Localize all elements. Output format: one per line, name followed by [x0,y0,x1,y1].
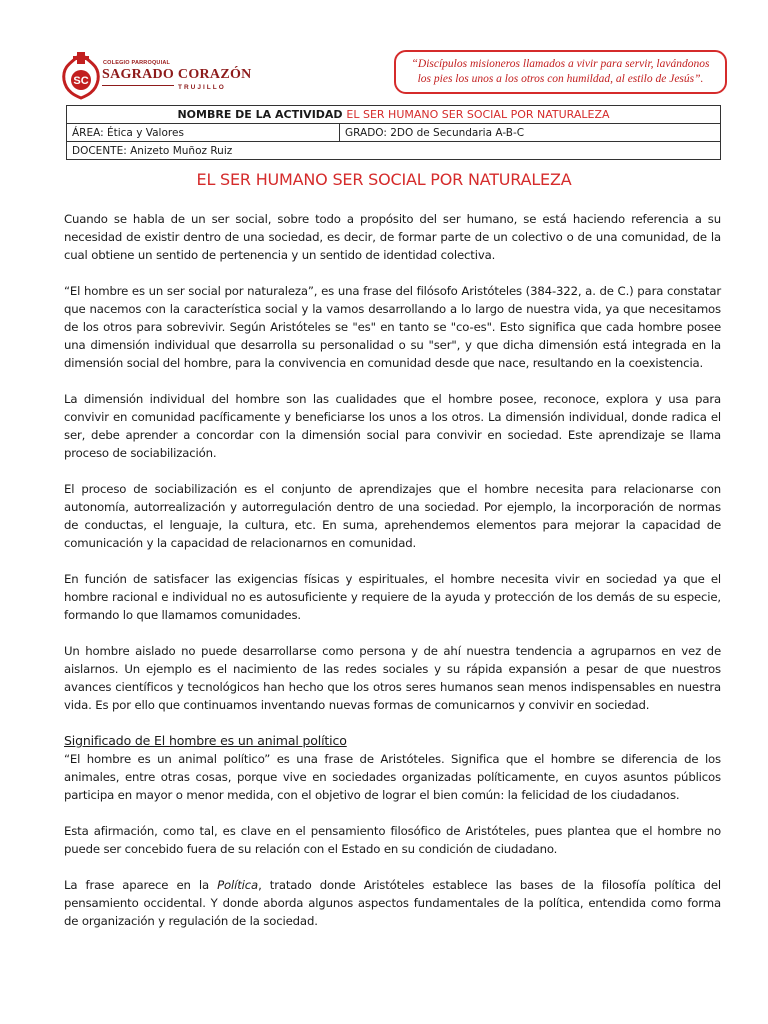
paragraph-6: Un hombre aislado no puede desarrollarse como persona y de ahí nuestra tendencia a agruparnos en vez de aislarnos. Un ejemplo es el nacimiento de las redes sociales y su rápida expansión a pesar de que nuestros avances científicos y tecnológicos han hecho que los otros seres humanos sean menos indispensables en nuestra vida. Es por ello que continuamos inventando nuevas formas de comunicarnos y convivir en sociedad. [64,644,721,712]
section-paragraph-2: Esta afirmación, como tal, es clave en el pensamiento filosófico de Aristóteles, pues plantea que el hombre no puede ser concebido fuera de su relación con el Estado en su condición de ciudadano. [64,824,721,856]
activity-row [67,106,721,124]
paragraph-5: En función de satisfacer las exigencias físicas y espirituales, el hombre necesita vivir en sociedad ya que el hombre racional e individual no es autosuficiente y requiere de la ayuda y protección de los demás de su especie, formando lo que llamamos comunidades. [64,572,721,622]
activity-cell [67,106,721,124]
p3-before: La frase aparece en la [64,878,218,892]
logo-divider [102,85,174,86]
teacher-cell: DOCENTE: Anizeto Muñoz Ruiz [67,142,721,160]
document-title: EL SER HUMANO SER SOCIAL POR NATURALEZA [196,170,572,189]
section-heading: Significado de El hombre es un animal político [64,733,347,748]
school-logo [60,50,252,102]
paragraph-3: La dimensión individual del hombre son las cualidades que el hombre posee, reconoce, explora y usa para convivir en comunidad pacíficamente y beneficiarse los unos a los otros. La dimensión individual, donde radica el ser, debe aprender a concordar con la dimensión social para convivir en sociedad. Este aprendizaje se llama proceso de sociabilización. [64,392,721,460]
activity-name: EL SER HUMANO SER SOCIAL POR NATURALEZA [346,108,610,121]
teacher-row [67,142,721,160]
motto-line-2: los pies los unos a los otros con humildad, al estilo de Jesús”. [417,73,704,85]
page-header [60,48,730,104]
school-motto [394,50,727,94]
section-paragraph-1: “El hombre es un animal político” es una frase de Aristóteles. Significa que el hombre se diferencia de los animales, entre otras cosas, porque vive en sociedades organizadas políticamente, en cuyos asuntos públicos participa en mayor o menor medida, con el objetivo de lograr el bien común: la felicidad de los ciudadanos. [64,752,721,802]
school-crest-icon [60,50,102,100]
p3-after: , tratado donde Aristóteles establece las bases de la filosofía política del pensamiento occidental. Y donde aborda algunos aspectos fundamentales de la política, entendida como forma de organización y regulación de la sociedad. [64,878,721,928]
area-grade-row [67,124,721,142]
logo-school-name: SAGRADO CORAZÓN [102,67,252,82]
activity-label: NOMBRE DE LA ACTIVIDAD [177,108,343,121]
activity-info-table [66,105,721,160]
paragraph-4: El proceso de sociabilización es el conjunto de aprendizajes que el hombre necesita para relacionarse con autonomía, autorrealización y autorregulación dentro de una sociedad. Por ejemplo, la incorporación de normas de conductas, el lenguaje, la cultura, etc. En suma, aprehendemos elementos para mejorar la capacidad de comunicación y la capacidad de relacionarnos en comunidad. [64,482,721,550]
grade-cell: GRADO: 2DO de Secundaria A-B-C [340,124,721,142]
paragraph-2: “El hombre es un ser social por naturaleza”, es una frase del filósofo Aristóteles (384-322, a. de C.) para constatar que nacemos con la característica social y la vamos desarrollando a lo largo de nuestra vida, ya que necesitamos de los otros para sobrevivir. Según Aristóteles se "es" en tanto se "co-es". Esto significa que cada hombre posee una dimensión individual que desarrolla su personalidad o su "ser", y que dicha dimensión está integrada en la dimensión social del hombre, para la convivencia en comunidad desde que nace, resultando en la coexistencia. [64,284,721,370]
p3-italic-title: Política [217,878,259,892]
logo-city: TRUJILLO [178,84,226,91]
document-body [64,210,721,948]
logo-initials: SC [73,75,89,87]
motto-line-1: “Discípulos misioneros llamados a vivir para servir, lavándonos [411,58,710,70]
area-cell: ÁREA: Ética y Valores [67,124,340,142]
section-paragraph-3 [64,876,721,930]
paragraph-1: Cuando se habla de un ser social, sobre todo a propósito del ser humano, se está haciendo referencia a su necesidad de existir dentro de una sociedad, es decir, de formar parte de un colectivo o de una comunidad, de la cual obtiene un sentido de pertenencia y un sentido de identidad colectiva. [64,212,721,262]
logo-school-type: COLEGIO PARROQUIAL [103,60,171,66]
